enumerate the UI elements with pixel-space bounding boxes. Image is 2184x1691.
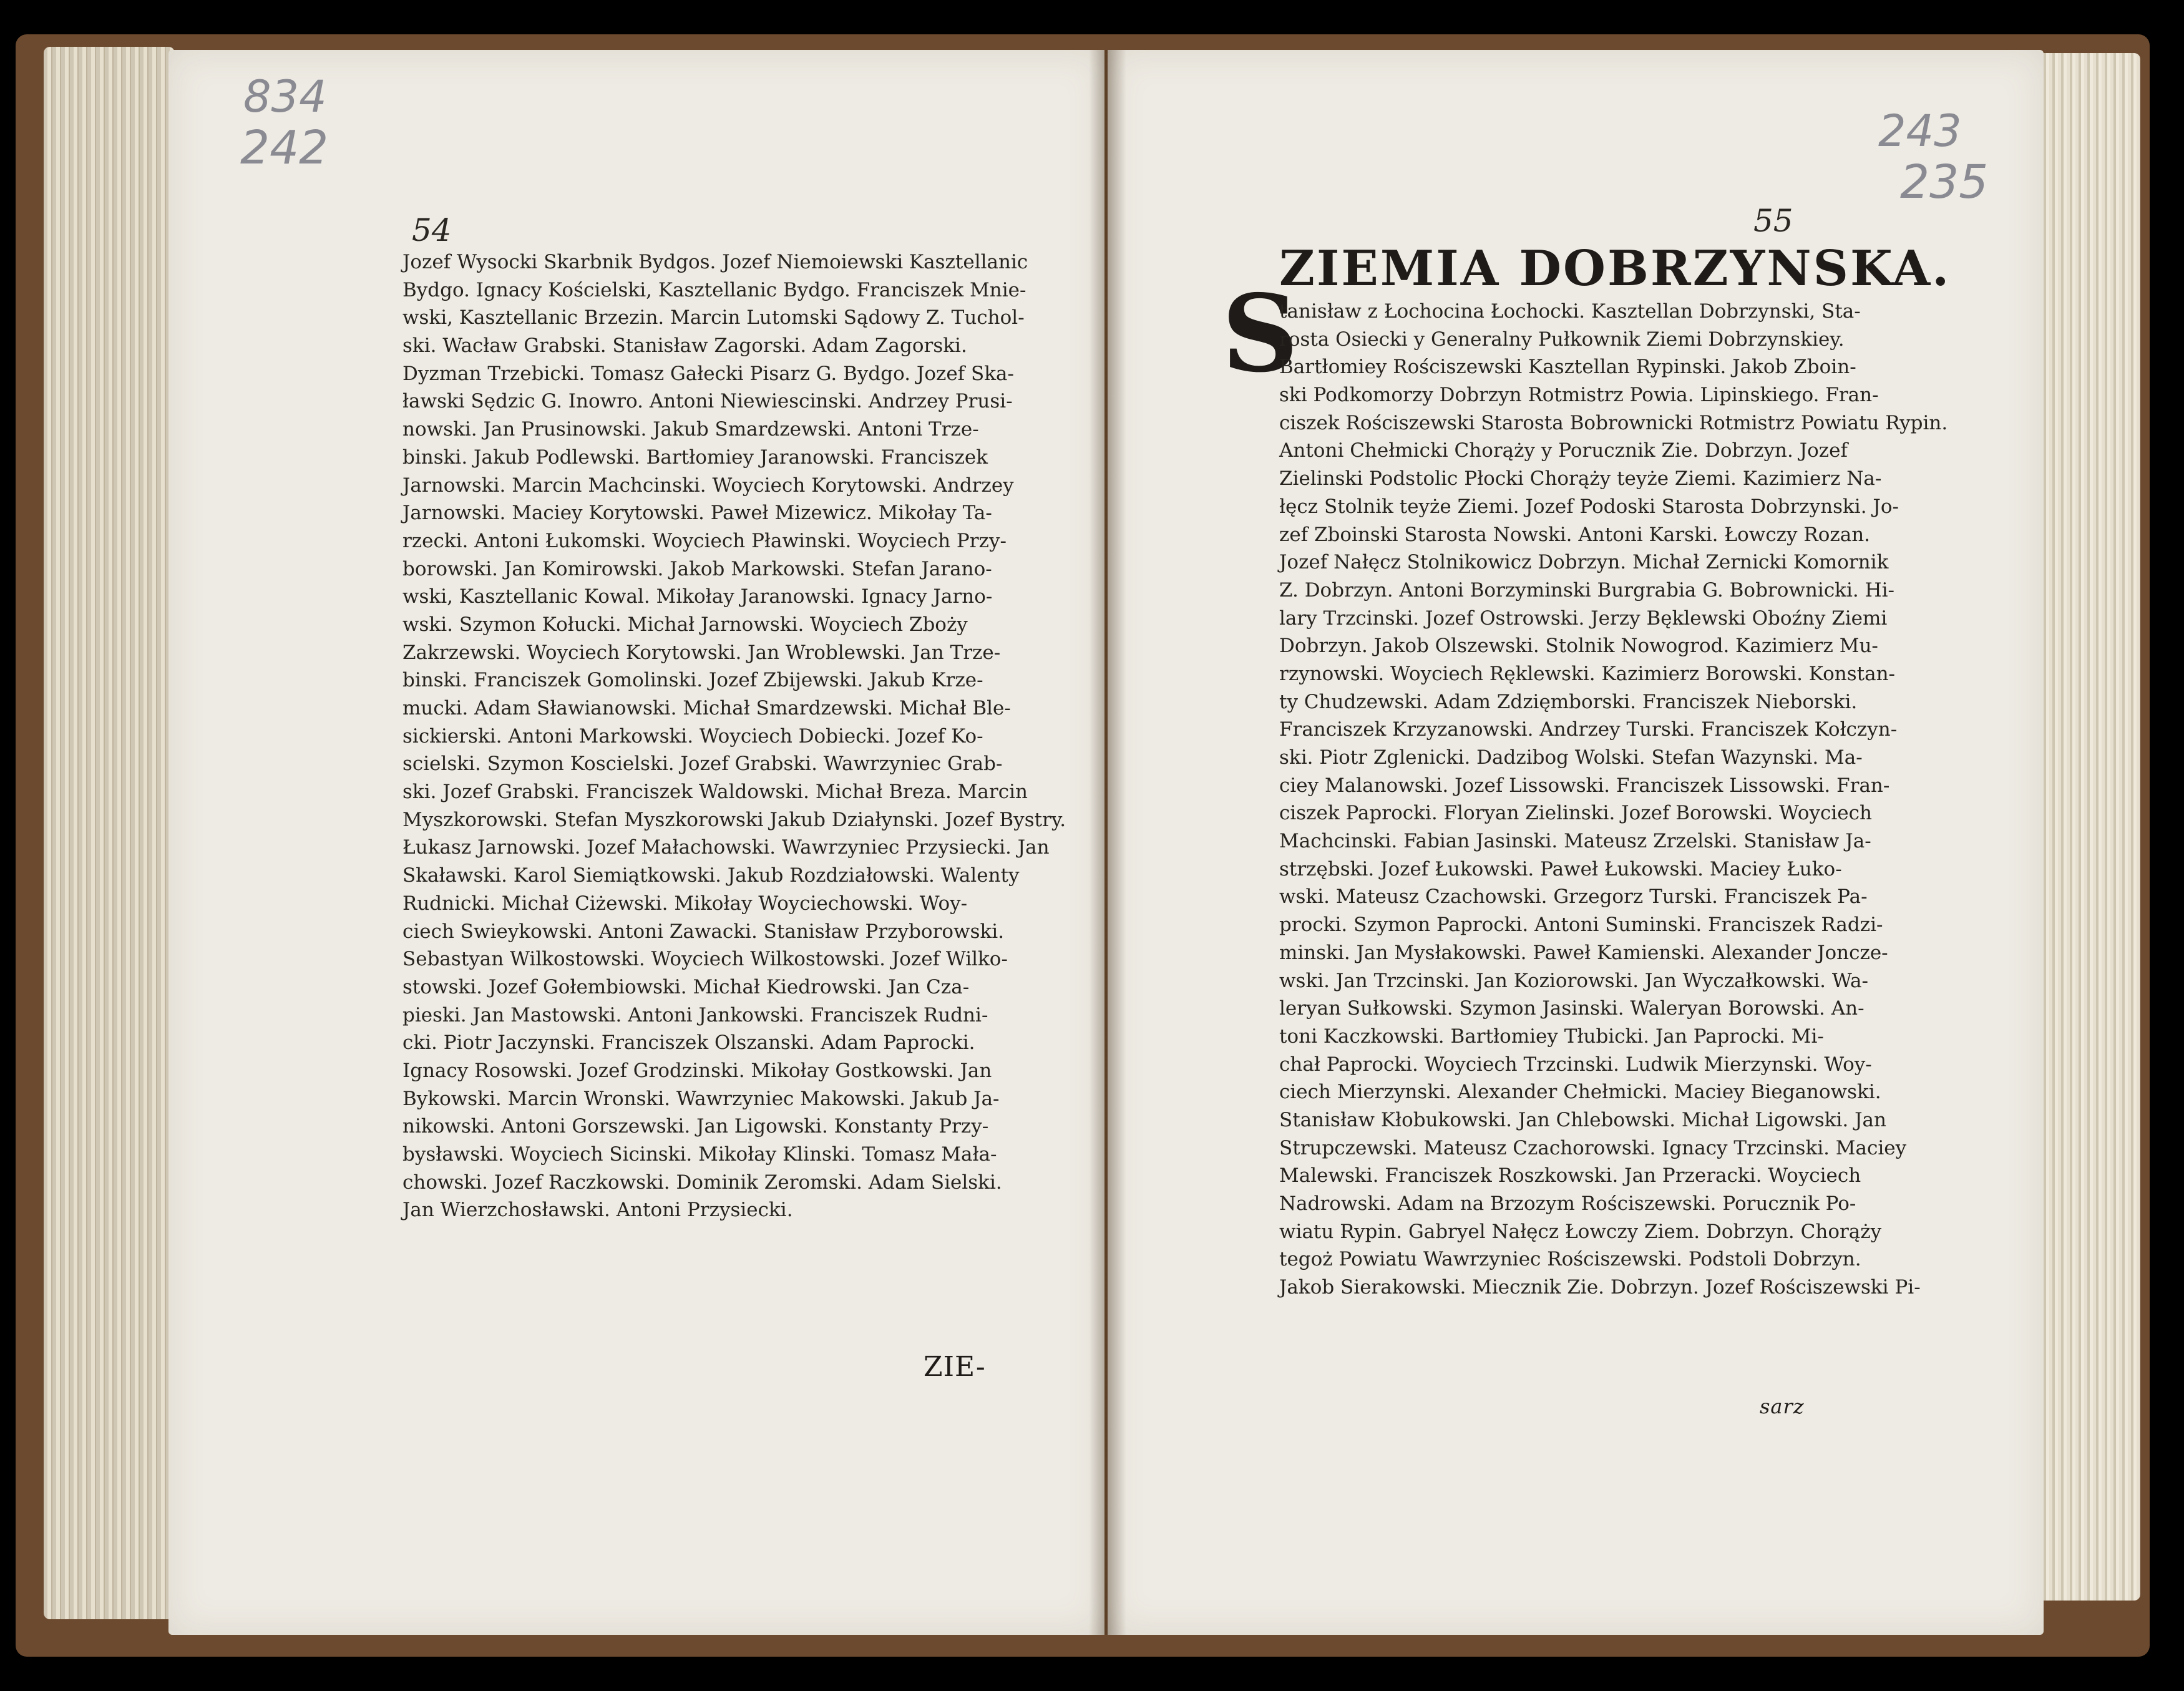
text-line: Bykowski. Marcin Wronski. Wawrzyniec Makowski. Jakub Ja-: [402, 1087, 1000, 1110]
text-line: lary Trzcinski. Jozef Ostrowski. Jerzy Bęklewski Oboźny Ziemi: [1279, 607, 1888, 630]
text-line: wski, Kasztellanic Kowal. Mikołay Jaranowski. Ignacy Jarno-: [402, 585, 993, 608]
drop-cap: S: [1222, 271, 1299, 396]
text-line: wski. Mateusz Czachowski. Grzegorz Turski. Franciszek Pa-: [1279, 885, 1868, 909]
text-line: binski. Franciszek Gomolinski. Jozef Zbijewski. Jakub Krze-: [402, 669, 983, 692]
text-line: ławski Sędzic G. Inowro. Antoni Niewiescinski. Andrzey Prusi-: [402, 390, 1013, 413]
text-line: leryan Sułkowski. Szymon Jasinski. Waleryan Borowski. An-: [1279, 997, 1865, 1020]
text-line: Myszkorowski. Stefan Myszkorowski Jakub Działynski. Jozef Bystry.: [402, 808, 1066, 831]
text-line: Nadrowski. Adam na Brzozym Rościszewski. Porucznik Po-: [1279, 1192, 1856, 1215]
right-page-text: [1279, 298, 1948, 1302]
text-line: Jarnowski. Maciey Korytowski. Paweł Mizewicz. Mikołay Ta-: [402, 502, 992, 525]
text-line: Franciszek Krzyzanowski. Andrzey Turski. Franciszek Kołczyn-: [1279, 718, 1898, 741]
pencil-annotation-left-top: 834: [243, 71, 327, 122]
text-line: Machcinski. Fabian Jasinski. Mateusz Zrzelski. Stanisław Ja-: [1279, 830, 1871, 853]
text-line: ski. Piotr Zglenicki. Dadzibog Wolski. Stefan Wazynski. Ma-: [1279, 746, 1863, 769]
text-line: sickierski. Antoni Markowski. Woyciech Dobiecki. Jozef Ko-: [402, 724, 983, 748]
text-line: binski. Jakub Podlewski. Bartłomiey Jaranowski. Franciszek: [402, 446, 988, 469]
text-line: ski. Jozef Grabski. Franciszek Waldowski. Michał Breza. Marcin: [402, 781, 1028, 804]
text-line: Jakob Sierakowski. Miecznik Zie. Dobrzyn. Jozef Rościszewski Pi-: [1279, 1276, 1921, 1299]
pencil-annotation-right-sub: 235: [1900, 155, 1989, 209]
text-line: stowski. Jozef Gołembiowski. Michał Kiedrowski. Jan Cza-: [402, 975, 970, 998]
text-line: Ignacy Rosowski. Jozef Grodzinski. Mikołay Gostkowski. Jan: [402, 1059, 992, 1082]
text-line: strzębski. Jozef Łukowski. Paweł Łukowski. Maciey Łuko-: [1279, 857, 1842, 880]
text-line: Jozef Wysocki Skarbnik Bydgos. Jozef Niemoiewski Kasztellanic: [402, 251, 1028, 273]
text-line: tanisław z Łochocina Łochocki. Kasztellan Dobrzynski, Sta-: [1279, 300, 1861, 323]
text-line: Jozef Nałęcz Stolnikowicz Dobrzyn. Michał Zernicki Komornik: [1279, 551, 1889, 574]
text-line: Antoni Chełmicki Chorąży y Porucznik Zie. Dobrzyn. Jozef: [1279, 439, 1848, 462]
text-line: Dobrzyn. Jakob Olszewski. Stolnik Nowogrod. Kazimierz Mu-: [1279, 635, 1878, 658]
left-page-edges: [44, 47, 175, 1619]
text-line: Malewski. Franciszek Roszkowski. Jan Przeracki. Woyciech: [1279, 1164, 1861, 1187]
text-line: ciszek Rościszewski Starosta Bobrownicki Rotmistrz Powiatu Rypin.: [1279, 411, 1948, 434]
text-line: nowski. Jan Prusinowski. Jakub Smardzewski. Antoni Trze-: [402, 418, 979, 441]
text-line: Sebastyan Wilkostowski. Woyciech Wilkostowski. Jozef Wilko-: [402, 948, 1008, 971]
text-line: nikowski. Antoni Gorszewski. Jan Ligowski. Konstanty Przy-: [402, 1115, 989, 1138]
text-line: Rudnicki. Michał Ciżewski. Mikołay Woyciechowski. Woy-: [402, 892, 968, 915]
text-line: mucki. Adam Sławianowski. Michał Smardzewski. Michał Ble-: [402, 697, 1011, 719]
text-line: ciey Malanowski. Jozef Lissowski. Franciszek Lissowski. Fran-: [1279, 774, 1890, 797]
text-line: Strupczewski. Mateusz Czachorowski. Ignacy Trzcinski. Maciey: [1279, 1136, 1907, 1159]
text-line: wski, Kasztellanic Brzezin. Marcin Lutomski Sądowy Z. Tuchol-: [402, 306, 1025, 329]
text-line: Łukasz Jarnowski. Jozef Małachowski. Wawrzyniec Przysiecki. Jan: [402, 836, 1050, 859]
pencil-annotation-left-sub: 242: [240, 121, 329, 175]
book-gutter: [1089, 50, 1126, 1635]
text-line: łęcz Stolnik teyże Ziemi. Jozef Podoski Starosta Dobrzynski. Jo-: [1279, 495, 1899, 518]
text-line: Bydgo. Ignacy Kościelski, Kasztellanic Bydgo. Franciszek Mnie-: [402, 278, 1026, 301]
text-line: Bartłomiey Rościszewski Kasztellan Rypinski. Jakob Zboin-: [1279, 356, 1856, 379]
pencil-annotation-right-top: 243: [1878, 105, 1962, 157]
text-line: Z. Dobrzyn. Antoni Borzyminski Burgrabia G. Bobrownicki. Hi-: [1279, 578, 1895, 602]
text-line: rzecki. Antoni Łukomski. Woyciech Pławinski. Woyciech Przy-: [402, 529, 1007, 552]
text-line: wski. Jan Trzcinski. Jan Koziorowski. Jan Wyczałkowski. Wa-: [1279, 969, 1869, 992]
text-line: chał Paprocki. Woyciech Trzcinski. Ludwik Mierzynski. Woy-: [1279, 1053, 1872, 1076]
text-line: rosta Osiecki y Generalny Pułkownik Ziemi Dobrzynskiey.: [1279, 328, 1845, 351]
text-line: scielski. Szymon Koscielski. Jozef Grabski. Wawrzyniec Grab-: [402, 753, 1003, 776]
section-heading: ZIEMIA DOBRZYNSKA.: [1279, 240, 1951, 297]
text-line: ski. Wacław Grabski. Stanisław Zagorski. Adam Zagorski.: [402, 334, 967, 358]
text-line: ciech Mierzynski. Alexander Chełmicki. Maciey Bieganowski.: [1279, 1081, 1881, 1104]
text-line: Jan Wierzchosławski. Antoni Przysiecki.: [402, 1199, 793, 1222]
left-page-number: 54: [412, 212, 452, 248]
text-line: rzynowski. Woyciech Ręklewski. Kazimierz Borowski. Konstan-: [1279, 662, 1896, 685]
text-line: pieski. Jan Mastowski. Antoni Jankowski. Franciszek Rudni-: [402, 1003, 988, 1026]
right-catchword: sarz: [1760, 1395, 1805, 1418]
text-line: bysławski. Woyciech Sicinski. Mikołay Klinski. Tomasz Mała-: [402, 1143, 997, 1166]
text-line: tegoż Powiatu Wawrzyniec Rościszewski. Podstoli Dobrzyn.: [1279, 1248, 1861, 1271]
text-line: Skaławski. Karol Siemiątkowski. Jakub Rozdziałowski. Walenty: [402, 864, 1020, 887]
text-line: procki. Szymon Paprocki. Antoni Suminski. Franciszek Radzi-: [1279, 914, 1883, 937]
text-line: zef Zboinski Starosta Nowski. Antoni Karski. Łowczy Rozan.: [1279, 523, 1871, 546]
left-page-text: [402, 248, 1066, 1224]
text-line: ski Podkomorzy Dobrzyn Rotmistrz Powia. Lipinskiego. Fran-: [1279, 384, 1879, 407]
text-line: wski. Szymon Kołucki. Michał Jarnowski. Woyciech Zboży: [402, 613, 968, 636]
text-line: ty Chudzewski. Adam Zdzięmborski. Franciszek Nieborski.: [1279, 690, 1858, 713]
text-line: Zielinski Podstolic Płocki Chorąży teyże Ziemi. Kazimierz Na-: [1279, 467, 1882, 490]
text-line: Stanisław Kłobukowski. Jan Chlebowski. Michał Ligowski. Jan: [1279, 1108, 1887, 1131]
text-line: Zakrzewski. Woyciech Korytowski. Jan Wroblewski. Jan Trze-: [402, 641, 1001, 664]
text-line: chowski. Jozef Raczkowski. Dominik Zeromski. Adam Sielski.: [402, 1171, 1002, 1194]
text-line: toni Kaczkowski. Bartłomiey Tłubicki. Jan Paprocki. Mi-: [1279, 1025, 1824, 1048]
left-catchword: ZIE-: [924, 1351, 986, 1383]
text-line: ciech Swieykowski. Antoni Zawacki. Stanisław Przyborowski.: [402, 920, 1005, 943]
text-line: ciszek Paprocki. Floryan Zielinski. Jozef Borowski. Woyciech: [1279, 802, 1872, 825]
right-page-number: 55: [1753, 203, 1793, 239]
text-line: wiatu Rypin. Gabryel Nałęcz Łowczy Ziem. Dobrzyn. Chorąży: [1279, 1220, 1882, 1243]
text-line: borowski. Jan Komirowski. Jakob Markowski. Stefan Jarano-: [402, 557, 992, 580]
text-line: Jarnowski. Marcin Machcinski. Woyciech Korytowski. Andrzey: [402, 474, 1014, 497]
text-line: minski. Jan Mysłakowski. Paweł Kamienski. Alexander Joncze-: [1279, 941, 1888, 964]
text-line: Dyzman Trzebicki. Tomasz Gałecki Pisarz G. Bydgo. Jozef Ska-: [402, 362, 1014, 385]
text-line: cki. Piotr Jaczynski. Franciszek Olszanski. Adam Paprocki.: [402, 1031, 975, 1055]
